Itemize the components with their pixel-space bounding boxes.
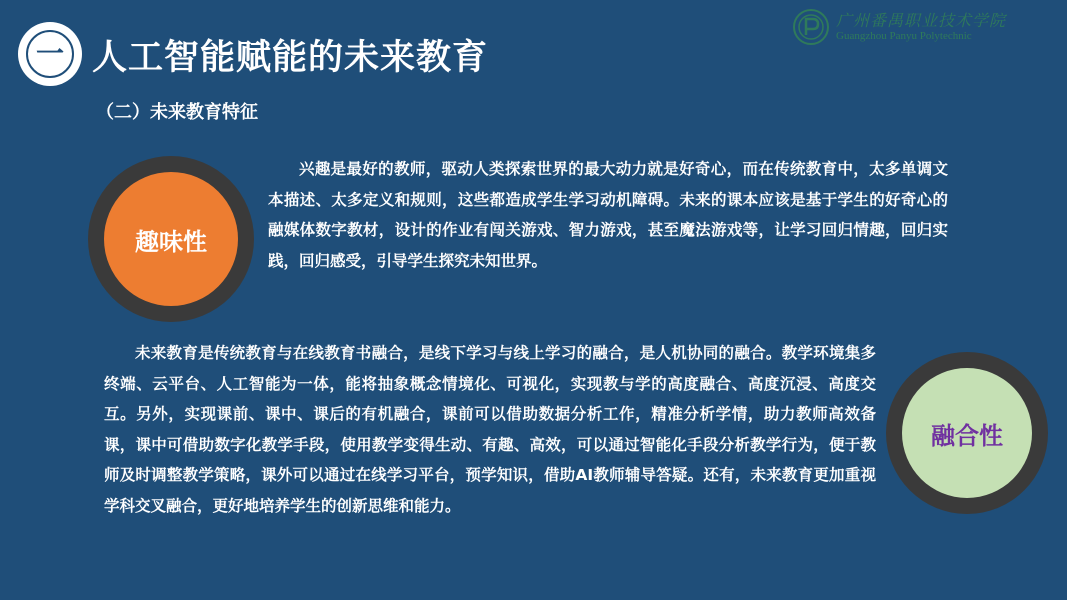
feature-circle-interest xyxy=(88,156,254,322)
school-name-en: Guangzhou Panyu Polytechnic xyxy=(836,30,972,42)
school-logo-icon xyxy=(792,8,830,46)
feature-label-integration: 融合性 xyxy=(902,368,1032,498)
school-logo xyxy=(792,6,1007,48)
feature-circle-integration xyxy=(886,352,1048,514)
feature-text-interest: 兴趣是最好的教师，驱动人类探索世界的最大动力就是好奇心，而在传统教育中，太多单调文本描述、太多定义和规则，这些都造成学生学习动机障碍。未来的课本应该是基于学生的好奇心的融媒体数字教材，设计的作业有闯关游戏、智力游戏，甚至魔法游戏等，让学习回归情趣，回归实践，回归感受，引导学生探究未知世界。 xyxy=(268,160,948,270)
feature-label-interest: 趣味性 xyxy=(104,172,238,306)
section-number: 一 xyxy=(26,30,74,78)
feature-text-integration: 未来教育是传统教育与在线教育书融合，是线下学习与线上学习的融合，是人机协同的融合。教学环境集多终端、云平台、人工智能为一体，能将抽象概念情境化、可视化，实现教与学的高度融合、高度沉浸、高度交互。另外，实现课前、课中、课后的有机融合，课前可以借助数据分析工作，精准分析学情，助力教师高效备课，课中可借助数字化教学手段，使用教学变得生动、有趣、高效，可以通过智能化手段分析教学行为，便于教师及时调整教学策略，课外可以通过在线学习平台，预学知识，借助AI教师辅导答疑。还有，未来教育更加重视学科交叉融合，更好地培养学生的创新思维和能力。 xyxy=(104,344,876,515)
section-subtitle: （二）未来教育特征 xyxy=(96,102,258,123)
school-name-cn: 广州番禺职业技术学院 xyxy=(836,11,1007,30)
page-title: 人工智能赋能的未来教育 xyxy=(92,38,489,78)
section-number-badge xyxy=(18,22,82,86)
